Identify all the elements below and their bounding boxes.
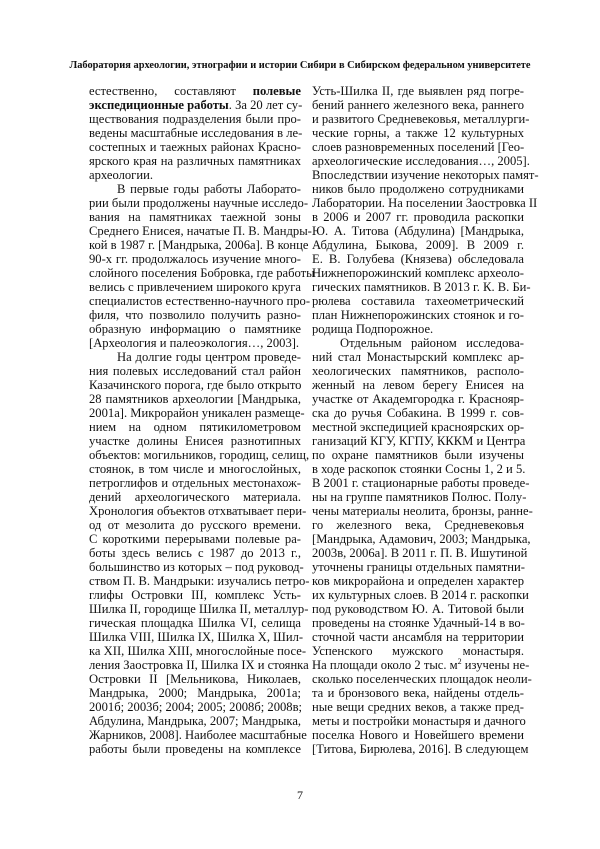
text-segment: ческие горны, а также 12 культурных [312, 126, 524, 140]
text-line [89, 280, 301, 294]
text-segment: глифы Островки III, комплекс Усть- [89, 588, 301, 602]
text-segment: Абдулина, Быкова, 2009]. В 2009 г. [312, 238, 524, 252]
text-segment: чены материалы неолита, бронзы, ранне- [312, 504, 533, 518]
text-segment: та и бронзового века, найдены отдель- [312, 686, 524, 700]
text-segment: ны на группе памятников Полюс. Полу- [312, 490, 527, 504]
text-segment: рии были продолжены научные исследо- [89, 196, 309, 210]
text-segment: под руководством Ю. А. Титовой были [312, 602, 524, 616]
text-segment: ществования подразделения были про- [89, 112, 301, 126]
text-line [89, 210, 301, 224]
text-line [312, 224, 524, 238]
text-segment: слоев разновременных поселений [Гео- [312, 140, 525, 154]
text-line [89, 420, 301, 434]
text-segment: . За 20 лет су- [228, 98, 303, 112]
text-segment: Шилка II, городище Шилка II, металлур- [89, 602, 309, 616]
page-number: 7 [297, 788, 303, 802]
text-line [89, 630, 304, 644]
text-line [312, 392, 524, 406]
text-line [312, 490, 527, 504]
text-segment: естественно, составляют [89, 84, 253, 98]
text-line [312, 238, 524, 252]
text-line [312, 336, 524, 350]
text-line [89, 546, 301, 560]
text-line [89, 616, 301, 630]
text-line [312, 588, 529, 602]
running-header: Лаборатория археологии, этнографии и истории Сибири в Сибирском федеральном университете [69, 60, 531, 71]
text-line [89, 518, 301, 532]
text-segment: Среднего Енисея, начатые П. В. Мандры- [89, 224, 312, 238]
text-segment: работы были проведены на комплексе [89, 742, 301, 756]
text-segment: Ю. А. Титова (Абдулина) [Мандрыка, [312, 224, 524, 238]
text-segment: женный на левом берегу Енисея на [312, 378, 524, 392]
text-segment: изучены не- [461, 658, 530, 672]
text-segment: Нижнепорожинский комплекс археоло- [312, 266, 524, 280]
text-segment: ярского края на различных памятниках [89, 154, 301, 168]
text-segment: археологии. [89, 168, 153, 182]
text-line [312, 644, 524, 658]
text-segment: специалистов естественно-научного про- [89, 294, 311, 308]
text-line [312, 140, 524, 154]
text-line [89, 658, 309, 672]
text-segment: гическая площадка Шилка VI, селища [89, 616, 301, 630]
text-segment: 28 памятников археологии [Мандрыка, [89, 392, 301, 406]
text-segment: филя, что позволило получить разно- [89, 308, 301, 322]
text-segment: од от мезолита до русского времени. [89, 518, 301, 532]
text-line [312, 574, 524, 588]
text-segment: С короткими перерывами полевые ра- [89, 532, 301, 546]
text-line [312, 126, 524, 140]
text-segment: Островки II [Мельникова, Николаев, [89, 672, 301, 686]
text-segment: сточной части ансамбля на территории [312, 630, 524, 644]
bold-text: экспедиционные работы [89, 98, 229, 112]
text-line [89, 266, 315, 280]
text-line [89, 588, 301, 602]
text-line [312, 462, 524, 476]
text-line [312, 406, 524, 420]
text-segment: Жарников, 2008]. Наиболее масштабные [89, 728, 307, 742]
text-segment: В первые годы работы Лаборато- [117, 182, 301, 196]
text-segment: Лаборатории. На поселении Заостровка II [312, 196, 538, 210]
text-line [89, 392, 301, 406]
text-line [89, 126, 301, 140]
text-segment: в ходе раскопок стоянки Сосны 1, 2 и 5. [312, 462, 526, 476]
text-segment: 2001а]. Микрорайон уникален размеще- [89, 406, 305, 420]
text-segment: по охране памятников были изучены [312, 448, 524, 462]
text-line [89, 350, 301, 364]
text-line [89, 728, 307, 742]
text-segment: На площади около 2 тыс. м [312, 658, 458, 672]
text-line [89, 154, 301, 168]
text-segment: Успенского мужского монастыря. [312, 644, 524, 658]
text-line [89, 406, 305, 420]
text-segment: 2003в, 2006а]. В 2011 г. П. В. Ишутиной [312, 546, 528, 560]
text-line [89, 294, 311, 308]
text-segment: Усть-Шилка II, где выявлен ряд погре- [312, 84, 524, 98]
text-line [312, 196, 538, 210]
text-line [312, 364, 524, 378]
text-segment: археологические исследования…, 2005]. [312, 154, 530, 168]
text-segment: 2001б; 2003б; 2004; 2005; 2008б; 2008в; [89, 700, 303, 714]
text-segment: велись с привлечением широкого круга [89, 280, 301, 294]
text-line [312, 714, 524, 728]
text-segment: слойного поселения Бобровка, где работы [89, 266, 315, 280]
text-line [312, 252, 524, 266]
text-segment: объектов: могильников, городищ, селищ, [89, 448, 310, 462]
text-segment: сколько поселенческих площадок неоли- [312, 672, 532, 686]
text-line [89, 364, 301, 378]
text-line [89, 378, 301, 392]
text-segment: Казачинского порога, где было открыто [89, 378, 302, 392]
text-line [89, 238, 309, 252]
text-line [312, 112, 530, 126]
text-segment: бений раннего железного века, раннего [312, 98, 524, 112]
text-segment: поселка Нового и Новейшего времени [312, 728, 524, 742]
text-segment: хеологических памятников, располо- [312, 364, 524, 378]
text-line [312, 657, 530, 672]
text-line [312, 672, 532, 686]
text-segment: [Мандрыка, Адамович, 2003; Мандрыка, [312, 532, 531, 546]
text-segment: го железного века, Средневековья [312, 518, 524, 532]
text-line [312, 98, 524, 112]
text-segment: Абдулина, Мандрыка, 2007; Мандрыка, [89, 714, 302, 728]
text-segment: их культурных слоев. В 2014 г. раскопки [312, 588, 529, 602]
text-segment: Шилка VIII, Шилка IX, Шилка X, Шил- [89, 630, 304, 644]
text-line [312, 476, 530, 490]
text-segment: большинство из которых – под руковод- [89, 560, 304, 574]
text-line [312, 630, 524, 644]
text-line [312, 686, 524, 700]
text-line [89, 490, 301, 504]
text-line [89, 714, 301, 728]
text-line [312, 280, 531, 294]
text-segment: На долгие годы центром проведе- [117, 350, 301, 364]
text-line [312, 294, 524, 308]
text-segment: ления Заостровка II, Шилка IX и стоянка [89, 658, 309, 672]
text-segment: боты здесь велись с 1987 до 2013 г., [89, 546, 301, 560]
text-line [89, 252, 301, 266]
text-line [312, 700, 524, 714]
text-line [89, 672, 301, 686]
text-line [89, 504, 307, 518]
text-line [89, 196, 309, 210]
text-segment: и развитого Средневековья, металлурги- [312, 112, 530, 126]
text-segment: ные вещи средних веков, а также пред- [312, 700, 524, 714]
text-segment: 90-х гг. продолжалось изучение много- [89, 252, 301, 266]
text-line [312, 448, 524, 462]
text-line [89, 308, 301, 322]
text-segment: ска до ручья Собакина. В 1999 г. сов- [312, 406, 524, 420]
text-line [312, 308, 524, 322]
text-line [312, 518, 524, 532]
text-segment: образную информацию о памятнике [89, 322, 301, 336]
text-line [89, 140, 301, 154]
text-segment: дений археологического материала. [89, 490, 301, 504]
text-segment: петроглифов и отдельных местонахож- [89, 476, 301, 490]
text-line [89, 644, 307, 658]
text-segment: В 2001 г. стационарные работы проведе- [312, 476, 530, 490]
text-segment: ников было продолжено сотрудниками [312, 182, 524, 196]
superscript: 2 [457, 657, 462, 666]
text-line [89, 532, 301, 546]
text-segment: ганизаций КГУ, КГПУ, КККМ и Центра [312, 434, 526, 448]
text-segment: вания на памятниках таежной зоны [89, 210, 301, 224]
text-line [312, 602, 524, 616]
text-segment: участке от Академгородка г. Краснояр- [312, 392, 524, 406]
text-line [312, 168, 539, 182]
text-segment: ков микрорайона и определен характер [312, 574, 524, 588]
text-segment: гических памятников. В 2013 г. К. В. Би- [312, 280, 531, 294]
text-segment: рюлева составила тахеометрический [312, 294, 524, 308]
text-line [89, 476, 301, 490]
text-line [89, 560, 304, 574]
text-line [312, 546, 528, 560]
text-line [89, 98, 301, 112]
text-segment: ведены масштабные исследования в ле- [89, 126, 303, 140]
text-line [312, 742, 529, 756]
text-segment: [Археология и палеоэкология…, 2003]. [89, 336, 300, 350]
text-line [312, 560, 524, 574]
text-segment: Хронология объектов отхватывает пери- [89, 504, 307, 518]
text-line [89, 84, 301, 98]
text-segment: ния полевых исследований стал район [89, 364, 301, 378]
text-line [312, 420, 524, 434]
text-segment: проведены на стоянке Удачный-14 в во- [312, 616, 525, 630]
text-line [89, 112, 301, 126]
text-segment: Мандрыка, 2000; Мандрыка, 2001а; [89, 686, 301, 700]
text-segment: в 2006 и 2007 гг. проводила раскопки [312, 210, 524, 224]
text-line [312, 728, 524, 742]
text-line [89, 602, 309, 616]
text-line [89, 448, 310, 462]
text-line [89, 336, 301, 350]
text-line [312, 616, 524, 630]
left-text-column [89, 84, 315, 756]
text-segment: меты и постройки монастыря и дачного [312, 714, 526, 728]
text-line [89, 574, 310, 588]
text-line [89, 224, 312, 238]
text-segment: кой в 1987 г. [Мандрыка, 2006а]. В конце [89, 238, 309, 252]
text-line [89, 700, 301, 714]
bold-text: полевые [252, 84, 301, 98]
text-segment: ка XII, Шилка XIII, многослойные посе- [89, 644, 307, 658]
text-line [312, 350, 524, 364]
text-segment: [Титова, Бирюлева, 2016]. В следующем [312, 742, 529, 756]
text-segment: состепных и таежных районах Красно- [89, 140, 301, 154]
text-line [312, 434, 524, 448]
text-line [312, 182, 524, 196]
text-segment: местной экспедицией красноярских ор- [312, 420, 525, 434]
text-line [312, 378, 524, 392]
text-line [89, 434, 301, 448]
text-line [312, 84, 524, 98]
text-line [312, 322, 524, 336]
text-segment: нием на одном пятикилометровом [89, 420, 301, 434]
text-line [89, 168, 301, 182]
text-line [89, 742, 301, 756]
text-segment: ний стал Монастырский комплекс ар- [312, 350, 524, 364]
text-line [312, 504, 533, 518]
text-line [312, 154, 530, 168]
text-line [312, 210, 524, 224]
text-line [312, 532, 531, 546]
text-line [312, 266, 524, 280]
text-segment: родища Подпорожное. [312, 322, 434, 336]
text-segment: Впоследствии изучение некоторых памят- [312, 168, 539, 182]
right-text-column [312, 84, 539, 756]
text-line [89, 182, 301, 196]
text-segment: участке долины Енисея разнотипных [89, 434, 301, 448]
text-segment: ством П. В. Мандрыки: изучались петро- [89, 574, 310, 588]
text-line [89, 686, 301, 700]
text-segment: Отдельным районом исследова- [340, 336, 524, 350]
text-segment: план Нижнепорожинских стоянок и го- [312, 308, 524, 322]
text-segment: стоянок, в том числе и многослойных, [89, 462, 301, 476]
text-segment: Е. В. Голубева (Князева) обследовала [312, 252, 524, 266]
text-line [89, 322, 301, 336]
text-segment: уточнены границы отдельных памятни- [312, 560, 525, 574]
text-line [89, 462, 301, 476]
